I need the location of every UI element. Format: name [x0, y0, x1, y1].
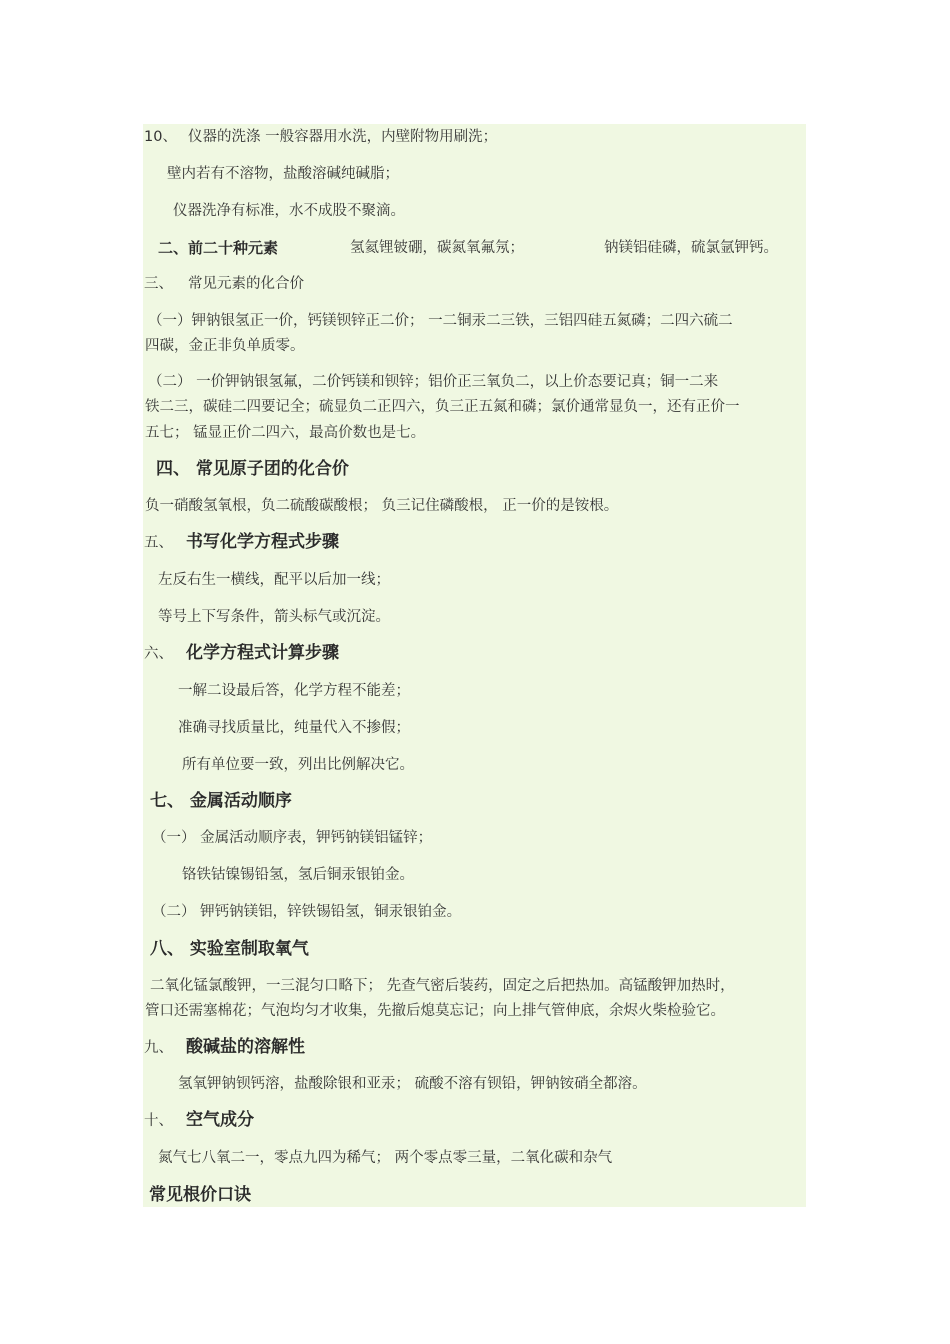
section-6-line-3: 所有单位要一致，列出比例解决它。 [182, 757, 414, 773]
section-3-p2-line-1: （二） 一价钾钠银氢氟，二价钙镁和钡锌；铝价正三氧负二，以上价态要记真；铜一二来 [148, 374, 719, 390]
section-6-line-2: 准确寻找质量比，纯量代入不掺假； [178, 720, 410, 736]
section-3-p2-line-2: 铁二三，碳硅二四要记全；硫显负二正四六，负三正五氮和磷；氯价通常显负一，还有正价一 [145, 399, 740, 415]
section-8-title: 八、 实验室制取氧气 [150, 939, 309, 959]
section-6-number: 六、 [144, 646, 173, 662]
section-2-title: 二、前二十种元素 [158, 239, 279, 257]
section-7-line-1: （一） 金属活动顺序表，钾钙钠镁铝锰锌； [152, 830, 433, 846]
section-10-text: 仪器的洗涤 一般容器用水洗，内壁附物用刷洗； [188, 129, 498, 145]
section-3-title: 常见元素的化合价 [188, 276, 304, 292]
section-3-p1-line-2: 四碳，金正非负单质零。 [145, 338, 305, 354]
section-6-title: 化学方程式计算步骤 [186, 643, 339, 663]
section-9-number: 九、 [144, 1040, 173, 1056]
section-5-line-1: 左反右生一横线，配平以后加一线； [158, 572, 390, 588]
section-4-text: 负一硝酸氢氧根，负二硫酸碳酸根； 负三记住磷酸根， 正一价的是铵根。 [145, 498, 619, 514]
section-10b-number: 十、 [144, 1113, 173, 1129]
section-7-line-2: 铬铁钴镍锡铅氢，氢后铜汞银铂金。 [182, 867, 414, 883]
section-2-part-1: 氢氦锂铍硼，碳氮氧氟氖； [350, 240, 524, 256]
section-10-number: 10、 [144, 129, 177, 145]
section-2-part-2: 钠镁铝硅磷，硫氯氩钾钙。 [604, 240, 778, 256]
section-4-title: 四、 常见原子团的化合价 [156, 459, 349, 479]
section-9-text: 氢氧钾钠钡钙溶，盐酸除银和亚汞； 硫酸不溶有钡铅，钾钠铵硝全都溶。 [178, 1076, 647, 1092]
section-10b-title: 空气成分 [186, 1110, 254, 1130]
section-10-line-2: 壁内若有不溶物，盐酸溶碱纯碱脂； [167, 166, 399, 182]
section-5-number: 五、 [144, 535, 173, 551]
section-3-p1-line-1: （一）钾钠银氢正一价，钙镁钡锌正二价； 一二铜汞二三铁，三铝四硅五氮磷；二四六硫二 [148, 313, 733, 329]
section-8-line-1: 二氧化锰氯酸钾，一三混匀口略下； 先查气密后装药，固定之后把热加。高锰酸钾加热时， [150, 978, 735, 994]
section-7-line-3: （二） 钾钙钠镁铝，锌铁锡铅氢，铜汞银铂金。 [152, 904, 462, 920]
section-9-title: 酸碱盐的溶解性 [186, 1037, 305, 1057]
section-10-line-3: 仪器洗净有标准，水不成股不聚滴。 [173, 203, 405, 219]
section-6-line-1: 一解二设最后答，化学方程不能差； [178, 683, 410, 699]
section-3-p2-line-3: 五七； 锰显正价二四六，最高价数也是七。 [145, 425, 426, 441]
section-5-line-2: 等号上下写条件，箭头标气或沉淀。 [158, 609, 390, 625]
section-10b-text: 氮气七八氧二一，零点九四为稀气； 两个零点零三量，二氧化碳和杂气 [158, 1150, 613, 1166]
section-7-title: 七、 金属活动顺序 [150, 791, 292, 811]
section-3-number: 三、 [144, 276, 173, 292]
section-5-title: 书写化学方程式步骤 [186, 532, 339, 552]
section-8-line-2: 管口还需塞棉花；气泡均匀才收集，先撤后熄莫忘记；向上排气管伸底，余烬火柴检验它。 [145, 1003, 725, 1019]
footer-title: 常见根价口诀 [149, 1185, 251, 1205]
